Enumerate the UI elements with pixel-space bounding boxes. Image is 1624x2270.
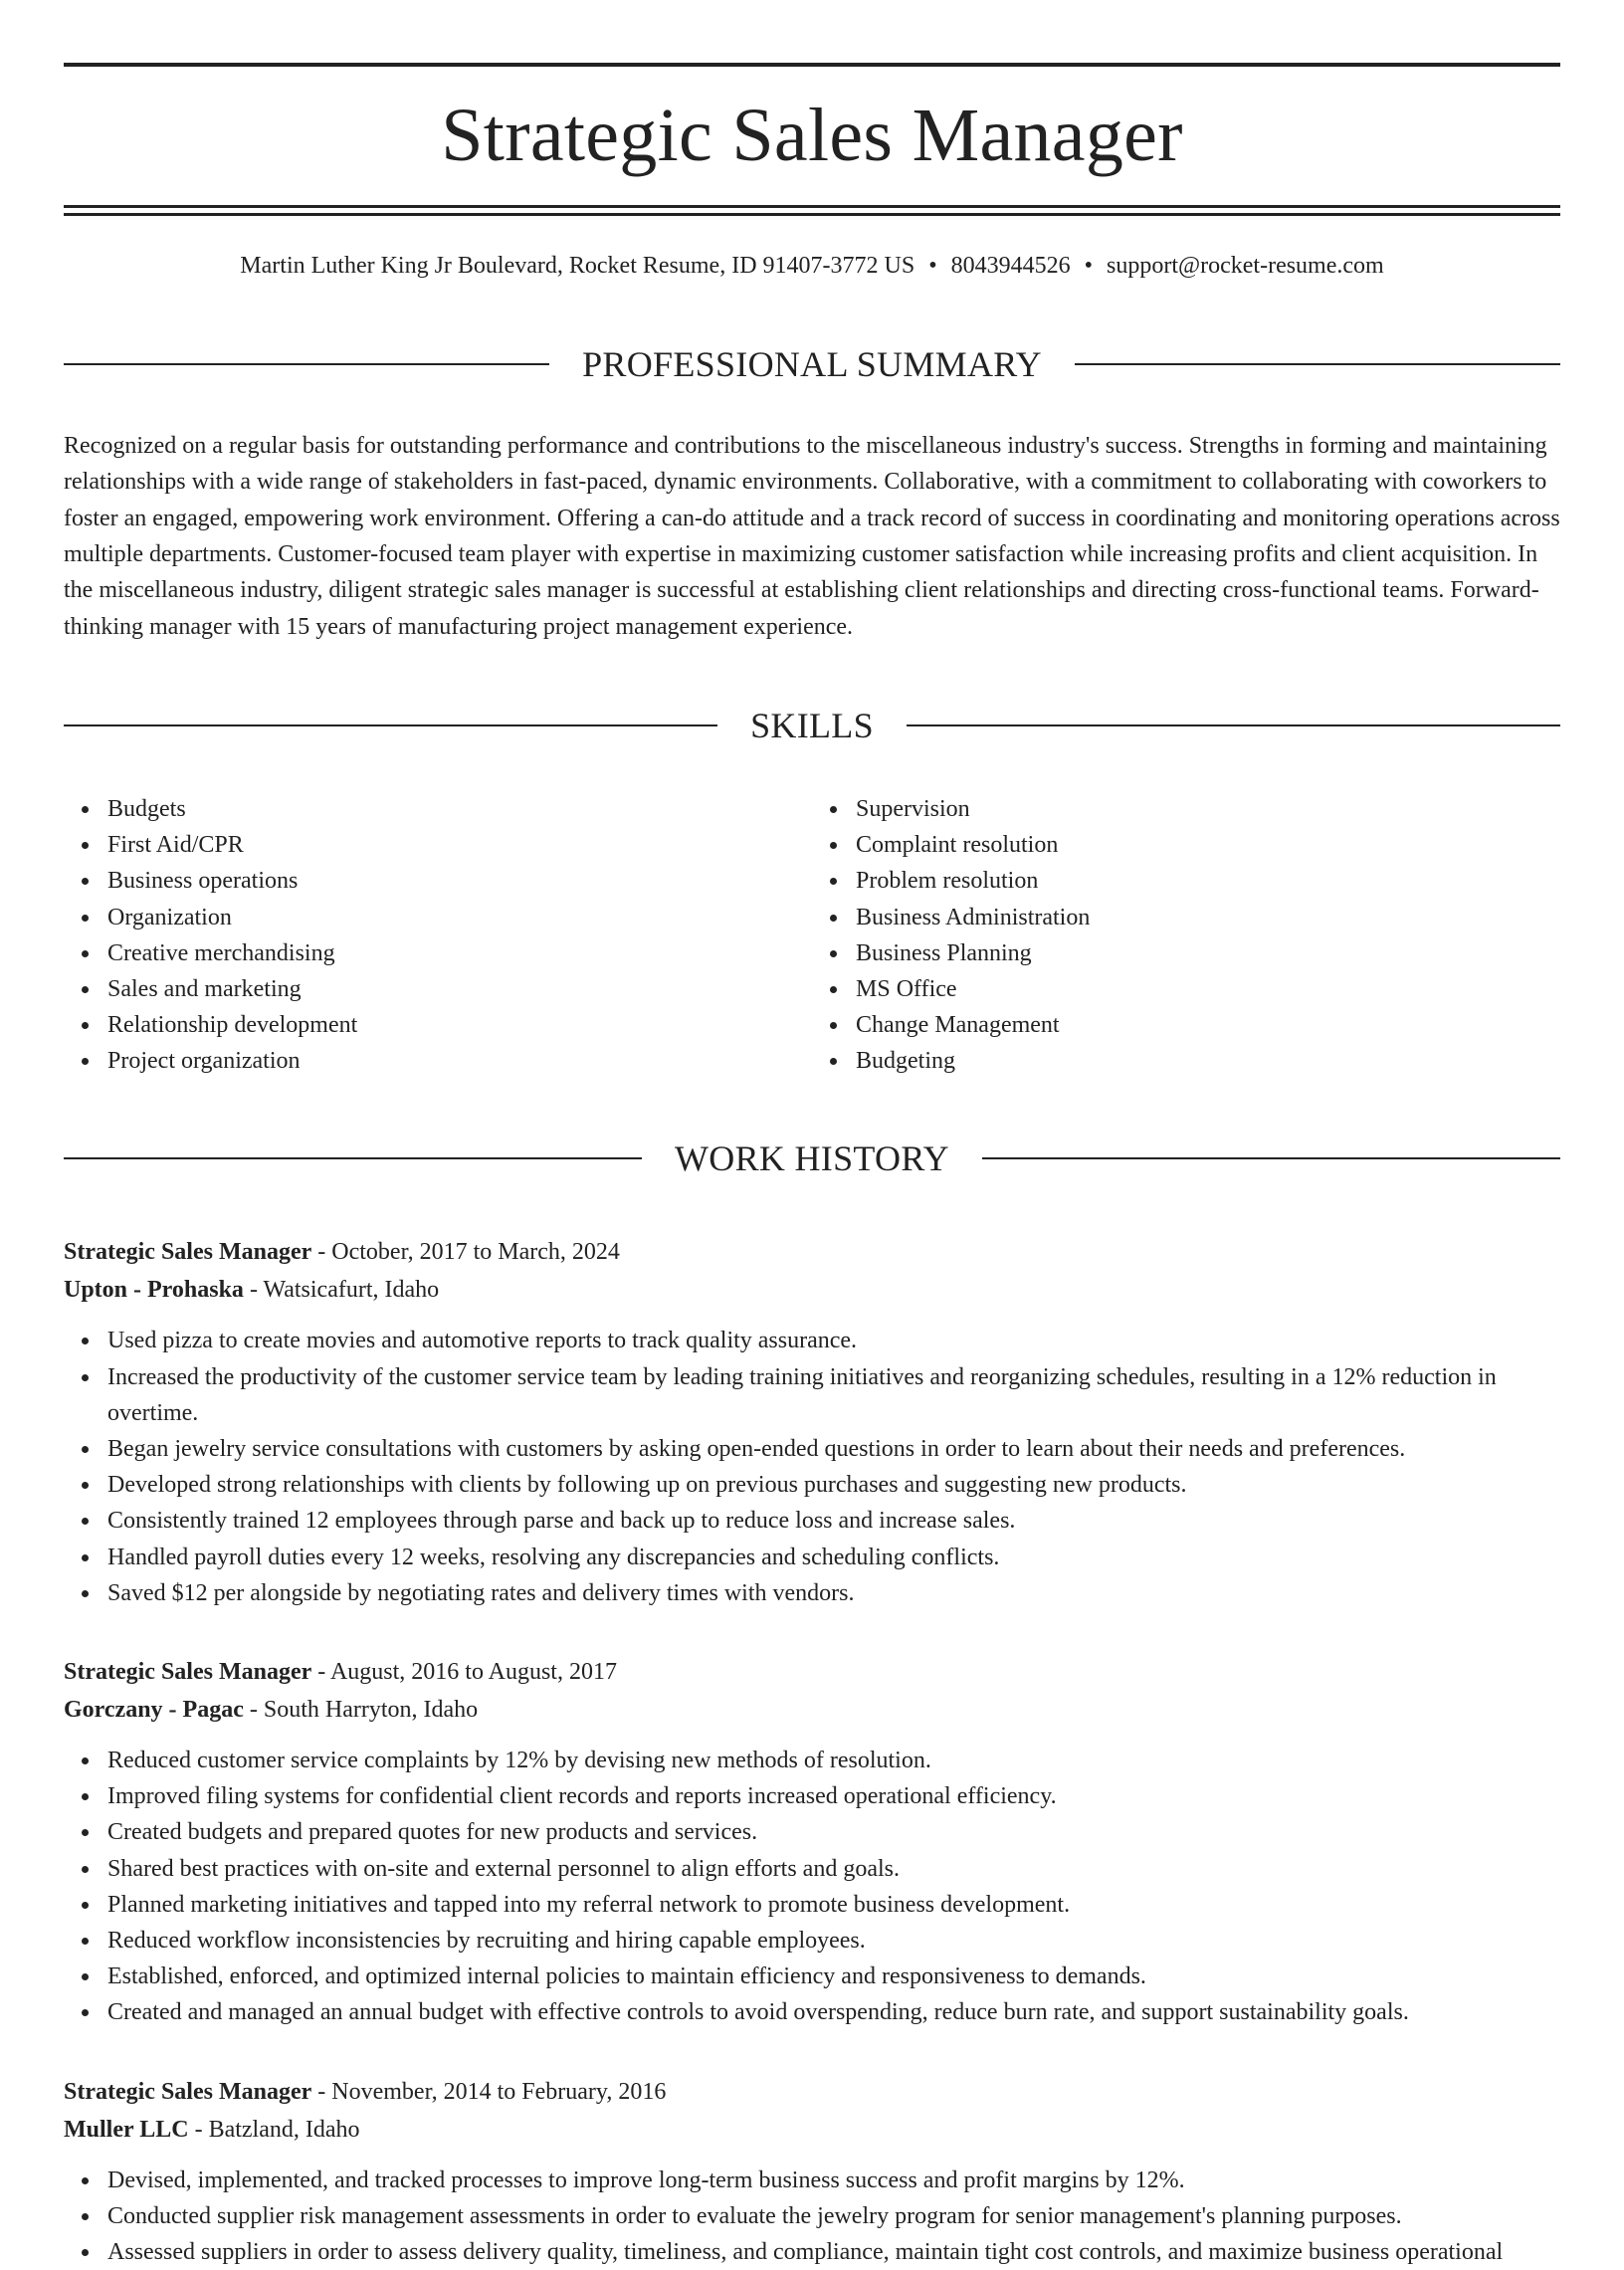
skill-item: Project organization <box>107 1043 812 1079</box>
heading-rule-left <box>64 1157 642 1159</box>
job-bullets <box>64 1743 1560 2031</box>
job-bullet: Consistently trained 12 employees through parse and back up to reduce loss and increase sales. <box>107 1503 1560 1539</box>
skill-item: Sales and marketing <box>107 971 812 1007</box>
section-title-work-history: WORK HISTORY <box>675 1138 949 1179</box>
job-company-line: Gorczany - Pagac - South Harryton, Idaho <box>64 1696 479 1723</box>
contact-address: Martin Luther King Jr Boulevard, Rocket Resume, ID 91407-3772 US <box>240 253 915 279</box>
header-double-rule <box>64 205 1560 216</box>
job-bullets <box>64 2163 1560 2270</box>
job-company: Gorczany - Pagac <box>64 1696 244 1723</box>
job-location: Batzland, Idaho <box>208 2116 360 2143</box>
job-location: Watsicafurt, Idaho <box>263 1277 440 1304</box>
heading-rule-right <box>982 1157 1560 1159</box>
job-bullet: Created and managed an annual budget with effective controls to avoid overspending, reduce burn rate, and support sustainability goals. <box>107 1994 1560 2030</box>
contact-separator: • <box>928 253 937 279</box>
job-company: Upton - Prohaska <box>64 1277 244 1304</box>
job-dates: August, 2016 to August, 2017 <box>329 1658 617 1685</box>
job-title: Strategic Sales Manager <box>64 1239 312 1266</box>
job-title-line: Strategic Sales Manager - October, 2017 to March, 2024 <box>64 1239 620 1266</box>
job-bullet: Shared best practices with on-site and external personnel to align efforts and goals. <box>107 1851 1560 1887</box>
job-bullet: Created budgets and prepared quotes for new products and services. <box>107 1814 1560 1850</box>
skill-item: Supervision <box>856 791 1560 827</box>
contact-separator: • <box>1084 253 1094 279</box>
skill-item: MS Office <box>856 971 1560 1007</box>
job-bullet: Planned marketing initiatives and tapped into my referral network to promote business development. <box>107 1887 1560 1923</box>
job-entry <box>64 1653 1560 2031</box>
job-bullet: Conducted supplier risk management assessments in order to evaluate the jewelry program for senior management's planning purposes. <box>107 2198 1560 2234</box>
summary-text: Recognized on a regular basis for outstanding performance and contributions to the miscellaneous industry's success. Strengths in forming and maintaining relationships with a wide range of stakeholders in fast-paced, dynamic environments. Collaborative, with a commitment to collaborating with coworkers to foster an engaged, empowering work environment. Offering a can-do attitude and a track record of success in coordinating and monitoring operations across multiple departments. Customer-focused team player with expertise in maximizing customer satisfaction while increasing profits and client acquisition. In the miscellaneous industry, diligent strategic sales manager is successful at establishing client relationships and directing cross-functional teams. Forward-thinking manager with 15 years of manufacturing project management experience. <box>64 432 1560 640</box>
job-bullet: Used pizza to create movies and automotive reports to track quality assurance. <box>107 1323 1560 1358</box>
heading-rule-left <box>64 724 717 726</box>
job-title-line: Strategic Sales Manager - August, 2016 to August, 2017 <box>64 1658 617 1685</box>
job-bullet: Assessed suppliers in order to assess delivery quality, timeliness, and compliance, maintain tight cost controls, and maximize business operational <box>107 2234 1560 2270</box>
heading-rule-right <box>907 724 1560 726</box>
skill-item: Creative merchandising <box>107 935 812 971</box>
skill-item: Business Planning <box>856 935 1560 971</box>
skill-item: Business Administration <box>856 900 1560 935</box>
job-bullet: Saved $12 per alongside by negotiating rates and delivery times with vendors. <box>107 1575 1560 1611</box>
job-bullet: Began jewelry service consultations with customers by asking open-ended questions in order to learn about their needs and preferences. <box>107 1431 1560 1467</box>
resume-name: Strategic Sales Manager <box>441 94 1183 177</box>
job-bullets <box>64 1323 1560 1611</box>
job-bullet: Devised, implemented, and tracked processes to improve long-term business success and profit margins by 12%. <box>107 2163 1560 2198</box>
job-bullet: Increased the productivity of the customer service team by leading training initiatives and reorganizing schedules, resulting in a 12% reduction in overtime. <box>107 1359 1560 1431</box>
job-title: Strategic Sales Manager <box>64 1658 312 1685</box>
resume-page <box>0 63 1624 2265</box>
heading-rule-right <box>1075 363 1560 365</box>
heading-rule-left <box>64 363 549 365</box>
section-heading-skills <box>64 674 1560 777</box>
job-company-line: Upton - Prohaska - Watsicafurt, Idaho <box>64 1277 440 1304</box>
skills-list-left <box>64 791 812 1080</box>
job-bullet: Reduced workflow inconsistencies by recruiting and hiring capable employees. <box>107 1923 1560 1959</box>
section-title-summary: PROFESSIONAL SUMMARY <box>582 343 1042 384</box>
job-entry <box>64 2073 1560 2270</box>
skill-item: Relationship development <box>107 1007 812 1043</box>
job-company-line: Muller LLC - Batzland, Idaho <box>64 2116 360 2143</box>
skills-columns <box>64 791 1560 1080</box>
skill-item: Organization <box>107 900 812 935</box>
job-bullet: Reduced customer service complaints by 12% by devising new methods of resolution. <box>107 1743 1560 1778</box>
job-bullet: Improved filing systems for confidential client records and reports increased operational efficiency. <box>107 1778 1560 1814</box>
job-title-line: Strategic Sales Manager - November, 2014 to February, 2016 <box>64 2078 667 2105</box>
job-bullet: Developed strong relationships with clients by following up on previous purchases and suggesting new products. <box>107 1467 1560 1503</box>
job-dates: October, 2017 to March, 2024 <box>331 1239 620 1266</box>
section-heading-summary <box>64 312 1560 416</box>
job-title: Strategic Sales Manager <box>64 2078 312 2105</box>
skill-item: Problem resolution <box>856 863 1560 899</box>
skill-item: Business operations <box>107 863 812 899</box>
contact-email: support@rocket-resume.com <box>1107 253 1384 279</box>
job-location: South Harryton, Idaho <box>263 1696 479 1723</box>
skill-item: Budgeting <box>856 1043 1560 1079</box>
job-entry <box>64 1233 1560 1611</box>
section-heading-work-history <box>64 1108 1560 1211</box>
contact-line <box>64 250 1560 282</box>
skill-item: Complaint resolution <box>856 827 1560 863</box>
job-bullet: Established, enforced, and optimized internal policies to maintain efficiency and responsiveness to demands. <box>107 1959 1560 1994</box>
contact-phone: 8043944526 <box>950 253 1071 279</box>
skills-list-right <box>812 791 1560 1080</box>
section-title-skills: SKILLS <box>750 706 874 746</box>
skill-item: First Aid/CPR <box>107 827 812 863</box>
job-dates: November, 2014 to February, 2016 <box>331 2078 667 2105</box>
skill-item: Budgets <box>107 791 812 827</box>
skill-item: Change Management <box>856 1007 1560 1043</box>
job-company: Muller LLC <box>64 2116 189 2143</box>
job-bullet: Handled payroll duties every 12 weeks, resolving any discrepancies and scheduling conflicts. <box>107 1540 1560 1575</box>
